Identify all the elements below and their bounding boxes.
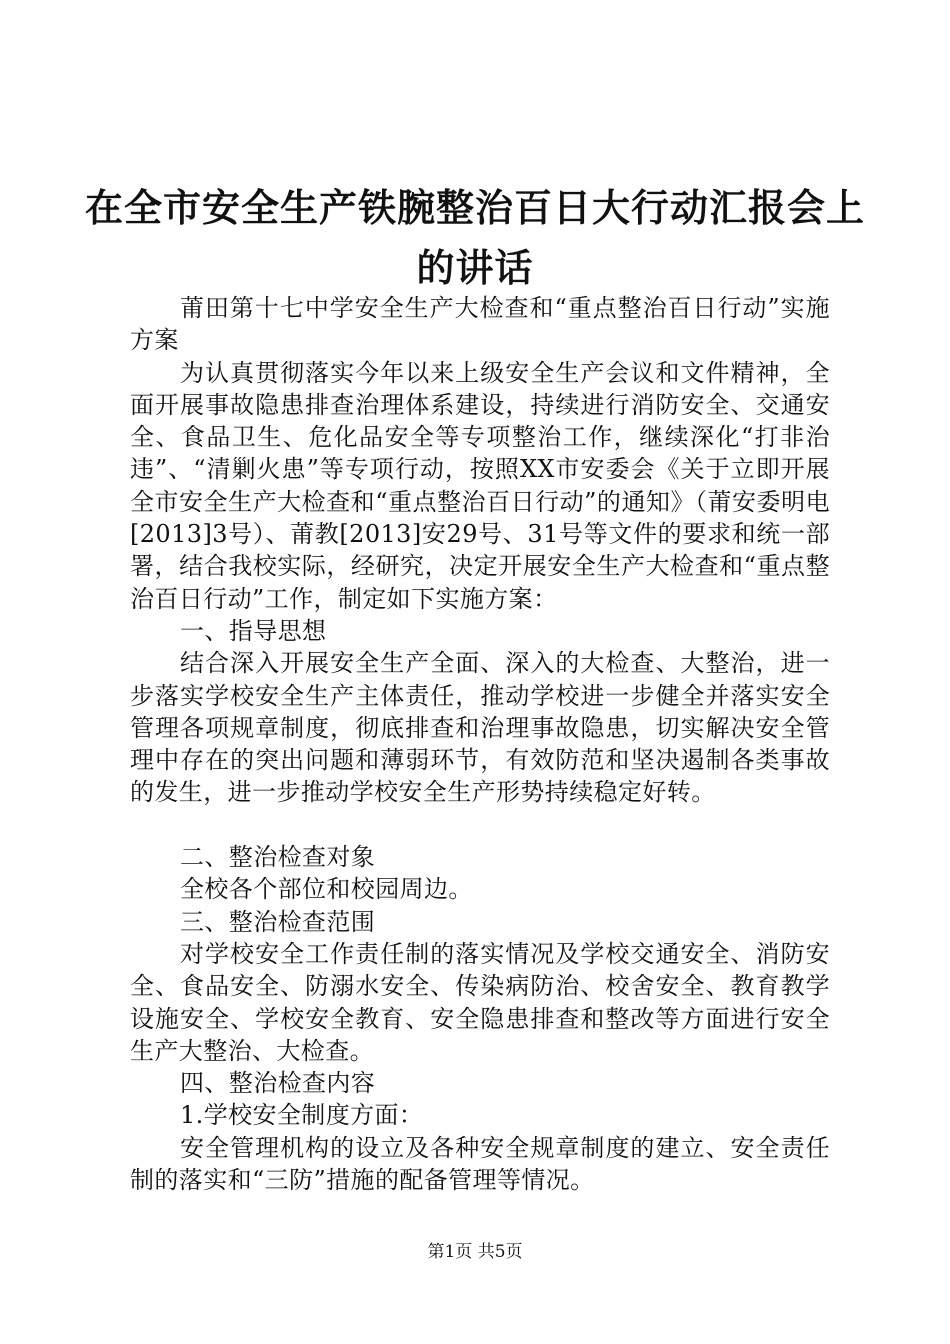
- section-heading-guiding-principles: 一、指导思想: [180, 616, 327, 645]
- plan-heading-paragraph: 莆田第十七中学安全生产大检查和“重点整治百日行动”实施方案: [130, 294, 830, 355]
- section-heading-inspection-scope: 三、整治检查范围: [180, 907, 376, 936]
- section-heading-inspection-targets: 二、整治检查对象: [180, 843, 376, 872]
- safety-system-paragraph: 安全管理机构的设立及各种安全规章制度的建立、安全责任制的落实和“三防”措施的配备管理等情况。: [130, 1133, 830, 1195]
- title-line-1: 在全市安全生产铁腕整治百日大行动汇报会上: [84, 185, 865, 230]
- intro-paragraph: 为认真贯彻落实今年以来上级安全生产会议和文件精神，全面开展事故隐患排查治理体系建设，持续进行消防安全、交通安全、食品卫生、危化品安全等专项整治工作，继续深化“打非治违”、“清剿火患”等专项行动，按照XX市安委会《关于立即开展全市安全生产大检查和“重点整治百日行动”的通知》（莆安委明电[2013]3号）、莆教[2013]安29号、31号等文件的要求和统一部署，结合我校实际，经研究，决定开展安全生产大检查和“重点整治百日行动”工作，制定如下实施方案：: [130, 358, 830, 613]
- page-footer: [0, 1240, 950, 1264]
- document-body: [130, 292, 830, 1196]
- guiding-principles-paragraph: 结合深入开展安全生产全面、深入的大检查、大整治，进一步落实学校安全生产主体责任，推动学校进一步健全并落实安全管理各项规章制度，彻底排查和治理事故隐患，切实解决安全管理中存在的突出问题和薄弱环节，有效防范和坚决遏制各类事故的发生，进一步推动学校安全生产形势持续稳定好转。: [130, 649, 830, 807]
- document-title: [0, 178, 950, 298]
- inspection-scope-paragraph: 对学校安全工作责任制的落实情况及学校交通安全、消防安全、食品安全、防溺水安全、传染病防治、校舍安全、教育教学设施安全、学校安全教育、安全隐患排查和整改等方面进行安全生产大整治、大检查。: [130, 939, 830, 1065]
- page-number-label: 第1页 共5页: [427, 1242, 523, 1262]
- subsection-heading-safety-system: 1.学校安全制度方面：: [180, 1101, 424, 1130]
- title-line-2: 的讲话: [416, 245, 534, 290]
- inspection-targets-paragraph: 全校各个部位和校园周边。: [180, 875, 473, 904]
- section-heading-inspection-content: 四、整治检查内容: [180, 1069, 376, 1098]
- blank-line: [130, 809, 830, 841]
